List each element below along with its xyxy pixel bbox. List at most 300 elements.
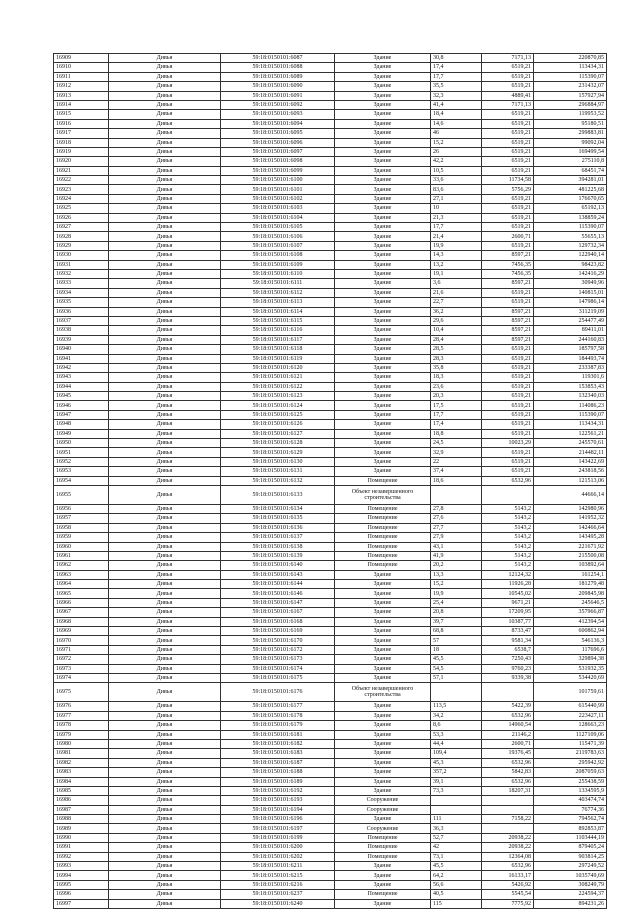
row-number-cell: 16964 — [54, 580, 109, 589]
unit-value-cell: 5545,54 — [482, 890, 534, 899]
cadastral-value-cell: 233387,83 — [534, 363, 607, 372]
cadastral-number-cell: 59:18:0150101:6121 — [221, 373, 335, 382]
object-type-cell: Здание — [335, 429, 431, 438]
area-cell: 57 — [431, 636, 482, 645]
unit-value-cell: 9581,34 — [482, 636, 534, 645]
table-row — [54, 119, 607, 128]
locality-cell: Дивья — [109, 373, 221, 382]
table-row — [54, 871, 607, 880]
area-cell — [431, 805, 482, 814]
locality-cell: Дивья — [109, 194, 221, 203]
object-type-cell: Здание — [335, 345, 431, 354]
unit-value-cell: 6519,21 — [482, 448, 534, 457]
row-number-cell: 16952 — [54, 457, 109, 466]
unit-value-cell: 5143,2 — [482, 533, 534, 542]
area-cell: 54,5 — [431, 664, 482, 673]
area-cell: 3,6 — [431, 279, 482, 288]
area-cell: 43,1 — [431, 542, 482, 551]
table-row — [54, 504, 607, 513]
cadastral-value-cell: 119953,52 — [534, 110, 607, 119]
table-row — [54, 711, 607, 720]
unit-value-cell: 6519,21 — [482, 138, 534, 147]
cadastral-number-cell: 59:18:0150101:6131 — [221, 467, 335, 476]
cadastral-number-cell: 59:18:0150101:6093 — [221, 110, 335, 119]
row-number-cell: 16981 — [54, 749, 109, 758]
cadastral-value-cell: 215500,08 — [534, 551, 607, 560]
locality-cell: Дивья — [109, 241, 221, 250]
cadastral-value-cell: 98423,82 — [534, 260, 607, 269]
cadastral-number-cell: 59:18:0150101:6125 — [221, 410, 335, 419]
locality-cell: Дивья — [109, 457, 221, 466]
row-number-cell: 16965 — [54, 589, 109, 598]
object-type-cell: Здание — [335, 598, 431, 607]
object-type-cell: Здание — [335, 232, 431, 241]
cadastral-value-cell: 403474,74 — [534, 796, 607, 805]
locality-cell: Дивья — [109, 138, 221, 147]
table-row — [54, 251, 607, 260]
area-cell: 18,3 — [431, 373, 482, 382]
object-type-cell: Здание — [335, 815, 431, 824]
area-cell: 26 — [431, 147, 482, 156]
row-number-cell: 16976 — [54, 702, 109, 711]
row-number-cell: 16916 — [54, 119, 109, 128]
locality-cell: Дивья — [109, 749, 221, 758]
cadastral-value-cell: 140815,01 — [534, 288, 607, 297]
cadastral-number-cell: 59:18:0150101:6172 — [221, 645, 335, 654]
object-type-cell: Здание — [335, 871, 431, 880]
locality-cell: Дивья — [109, 608, 221, 617]
unit-value-cell: 6519,21 — [482, 373, 534, 382]
cadastral-number-cell: 59:18:0150101:6092 — [221, 100, 335, 109]
object-type-cell: Помещение — [335, 852, 431, 861]
object-type-cell: Здание — [335, 373, 431, 382]
cadastral-number-cell: 59:18:0150101:6108 — [221, 251, 335, 260]
area-cell: 53,3 — [431, 730, 482, 739]
cadastral-value-cell: 129732,34 — [534, 241, 607, 250]
locality-cell: Дивья — [109, 485, 221, 504]
cadastral-value-cell: 143422,69 — [534, 457, 607, 466]
table-row — [54, 880, 607, 889]
cadastral-value-cell: 95180,51 — [534, 119, 607, 128]
locality-cell: Дивья — [109, 251, 221, 260]
object-type-cell: Здание — [335, 166, 431, 175]
unit-value-cell: 7456,35 — [482, 260, 534, 269]
unit-value-cell: 4889,41 — [482, 91, 534, 100]
object-type-cell: Здание — [335, 655, 431, 664]
unit-value-cell: 5143,2 — [482, 542, 534, 551]
area-cell: 19,9 — [431, 589, 482, 598]
locality-cell: Дивья — [109, 504, 221, 513]
locality-cell: Дивья — [109, 824, 221, 833]
cadastral-number-cell: 59:18:0150101:6114 — [221, 307, 335, 316]
locality-cell: Дивья — [109, 157, 221, 166]
area-cell: 28,4 — [431, 335, 482, 344]
area-cell: 10 — [431, 204, 482, 213]
cadastral-number-cell: 59:18:0150101:6122 — [221, 382, 335, 391]
object-type-cell: Помещение — [335, 542, 431, 551]
object-type-cell: Здание — [335, 617, 431, 626]
area-cell: 18,8 — [431, 429, 482, 438]
row-number-cell: 16990 — [54, 833, 109, 842]
cadastral-number-cell: 59:18:0150101:6112 — [221, 288, 335, 297]
cadastral-number-cell: 59:18:0150101:6094 — [221, 119, 335, 128]
area-cell: 20,2 — [431, 561, 482, 570]
table-row — [54, 166, 607, 175]
locality-cell: Дивья — [109, 862, 221, 871]
locality-cell: Дивья — [109, 758, 221, 767]
locality-cell: Дивья — [109, 871, 221, 880]
cadastral-value-cell: 531932,35 — [534, 664, 607, 673]
unit-value-cell: 8597,21 — [482, 335, 534, 344]
area-cell: 22,7 — [431, 298, 482, 307]
unit-value-cell: 11926,28 — [482, 580, 534, 589]
row-number-cell: 16963 — [54, 570, 109, 579]
cadastral-number-cell: 59:18:0150101:6182 — [221, 739, 335, 748]
row-number-cell: 16971 — [54, 645, 109, 654]
cadastral-number-cell: 59:18:0150101:6089 — [221, 72, 335, 81]
object-type-cell: Объект незавершенного строительства — [335, 485, 431, 504]
cadastral-value-cell: 297249,52 — [534, 862, 607, 871]
unit-value-cell: 12124,32 — [482, 570, 534, 579]
cadastral-number-cell: 59:18:0150101:6134 — [221, 504, 335, 513]
cadastral-value-cell: 308249,79 — [534, 880, 607, 889]
locality-cell: Дивья — [109, 514, 221, 523]
cadastral-number-cell: 59:18:0150101:6097 — [221, 147, 335, 156]
object-type-cell: Здание — [335, 298, 431, 307]
locality-cell: Дивья — [109, 476, 221, 485]
cadastral-number-cell: 59:18:0150101:6103 — [221, 204, 335, 213]
object-type-cell: Здание — [335, 382, 431, 391]
cadastral-number-cell: 59:18:0150101:6113 — [221, 298, 335, 307]
area-cell: 28,3 — [431, 354, 482, 363]
cadastral-number-cell: 59:18:0150101:6177 — [221, 702, 335, 711]
cadastral-value-cell: 412394,54 — [534, 617, 607, 626]
area-cell: 32,3 — [431, 91, 482, 100]
row-number-cell: 16932 — [54, 269, 109, 278]
cadastral-number-cell: 59:18:0150101:6130 — [221, 457, 335, 466]
object-type-cell: Здание — [335, 457, 431, 466]
table-row — [54, 664, 607, 673]
object-type-cell: Здание — [335, 335, 431, 344]
locality-cell: Дивья — [109, 843, 221, 852]
table-row — [54, 420, 607, 429]
unit-value-cell: 8597,21 — [482, 251, 534, 260]
cadastral-number-cell: 59:18:0150101:6106 — [221, 232, 335, 241]
table-body — [54, 54, 607, 909]
row-number-cell: 16941 — [54, 354, 109, 363]
cadastral-value-cell: 157927,94 — [534, 91, 607, 100]
cadastral-value-cell: 245646,5 — [534, 598, 607, 607]
row-number-cell: 16935 — [54, 298, 109, 307]
unit-value-cell: 8597,21 — [482, 326, 534, 335]
cadastral-value-cell: 231432,07 — [534, 82, 607, 91]
table-row — [54, 608, 607, 617]
object-type-cell: Здание — [335, 899, 431, 908]
table-row — [54, 514, 607, 523]
object-type-cell: Здание — [335, 645, 431, 654]
area-cell: 73,3 — [431, 786, 482, 795]
area-cell: 42,2 — [431, 157, 482, 166]
row-number-cell: 16995 — [54, 880, 109, 889]
locality-cell: Дивья — [109, 298, 221, 307]
object-type-cell: Здание — [335, 768, 431, 777]
unit-value-cell: 9339,38 — [482, 674, 534, 683]
area-cell: 18 — [431, 645, 482, 654]
object-type-cell: Здание — [335, 100, 431, 109]
area-cell: 64,2 — [431, 871, 482, 880]
area-cell: 39,1 — [431, 777, 482, 786]
cadastral-value-cell: 121513,06 — [534, 476, 607, 485]
table-row — [54, 655, 607, 664]
table-row — [54, 627, 607, 636]
cadastral-value-cell: 794562,74 — [534, 815, 607, 824]
object-type-cell: Здание — [335, 730, 431, 739]
locality-cell: Дивья — [109, 533, 221, 542]
unit-value-cell: 6519,21 — [482, 410, 534, 419]
table-row — [54, 204, 607, 213]
cadastral-number-cell: 59:18:0150101:6196 — [221, 815, 335, 824]
locality-cell: Дивья — [109, 645, 221, 654]
object-type-cell: Здание — [335, 72, 431, 81]
cadastral-value-cell: 254477,49 — [534, 316, 607, 325]
unit-value-cell: 6519,21 — [482, 429, 534, 438]
area-cell: 46 — [431, 129, 482, 138]
cadastral-value-cell: 184493,74 — [534, 354, 607, 363]
table-row — [54, 316, 607, 325]
object-type-cell: Помещение — [335, 551, 431, 560]
area-cell: 52,7 — [431, 833, 482, 842]
unit-value-cell: 6519,21 — [482, 298, 534, 307]
cadastral-value-cell: 1035749,69 — [534, 871, 607, 880]
area-cell: 115 — [431, 899, 482, 908]
cadastral-number-cell: 59:18:0150101:6140 — [221, 561, 335, 570]
cadastral-value-cell: 128663,23 — [534, 721, 607, 730]
cadastral-value-cell: 153853,43 — [534, 382, 607, 391]
object-type-cell: Здание — [335, 147, 431, 156]
object-type-cell: Здание — [335, 63, 431, 72]
cadastral-number-cell: 59:18:0150101:6107 — [221, 241, 335, 250]
cadastral-number-cell: 59:18:0150101:6100 — [221, 176, 335, 185]
area-cell: 35,8 — [431, 363, 482, 372]
row-number-cell: 16926 — [54, 213, 109, 222]
cadastral-value-cell: 220870,85 — [534, 54, 607, 63]
locality-cell: Дивья — [109, 880, 221, 889]
unit-value-cell: 5143,2 — [482, 551, 534, 560]
object-type-cell: Здание — [335, 223, 431, 232]
area-cell: 36,2 — [431, 307, 482, 316]
area-cell: 30,8 — [431, 54, 482, 63]
area-cell: 14,3 — [431, 251, 482, 260]
object-type-cell: Помещение — [335, 514, 431, 523]
area-cell: 8,6 — [431, 721, 482, 730]
cadastral-number-cell: 59:18:0150101:6183 — [221, 749, 335, 758]
cadastral-number-cell: 59:18:0150101:6216 — [221, 880, 335, 889]
area-cell: 56,6 — [431, 880, 482, 889]
object-type-cell: Здание — [335, 580, 431, 589]
table-row — [54, 185, 607, 194]
cadastral-number-cell: 59:18:0150101:6199 — [221, 833, 335, 842]
unit-value-cell: 6532,96 — [482, 711, 534, 720]
unit-value-cell: 5422,39 — [482, 702, 534, 711]
locality-cell: Дивья — [109, 326, 221, 335]
row-number-cell: 16925 — [54, 204, 109, 213]
unit-value-cell: 10387,77 — [482, 617, 534, 626]
row-number-cell: 16957 — [54, 514, 109, 523]
table-row — [54, 580, 607, 589]
object-type-cell: Помещение — [335, 561, 431, 570]
object-type-cell: Здание — [335, 91, 431, 100]
unit-value-cell: 8733,47 — [482, 627, 534, 636]
cadastral-value-cell: 224594,37 — [534, 890, 607, 899]
locality-cell: Дивья — [109, 129, 221, 138]
table-row — [54, 72, 607, 81]
cadastral-number-cell: 59:18:0150101:6090 — [221, 82, 335, 91]
locality-cell: Дивья — [109, 739, 221, 748]
locality-cell: Дивья — [109, 721, 221, 730]
unit-value-cell: 6519,21 — [482, 129, 534, 138]
unit-value-cell: 6519,21 — [482, 457, 534, 466]
table-row — [54, 63, 607, 72]
row-number-cell: 16946 — [54, 401, 109, 410]
cadastral-number-cell: 59:18:0150101:6168 — [221, 617, 335, 626]
unit-value-cell: 7171,13 — [482, 54, 534, 63]
object-type-cell: Здание — [335, 316, 431, 325]
row-number-cell: 16951 — [54, 448, 109, 457]
row-number-cell: 16931 — [54, 260, 109, 269]
locality-cell: Дивья — [109, 674, 221, 683]
cadastral-number-cell: 59:18:0150101:6099 — [221, 166, 335, 175]
cadastral-value-cell: 44666,14 — [534, 485, 607, 504]
table-row — [54, 401, 607, 410]
locality-cell: Дивья — [109, 82, 221, 91]
unit-value-cell: 6519,21 — [482, 401, 534, 410]
object-type-cell: Здание — [335, 129, 431, 138]
table-row — [54, 523, 607, 532]
table-row — [54, 354, 607, 363]
area-cell: 27,8 — [431, 504, 482, 513]
locality-cell: Дивья — [109, 100, 221, 109]
area-cell: 27,1 — [431, 194, 482, 203]
table-row — [54, 269, 607, 278]
area-cell: 21,3 — [431, 213, 482, 222]
cadastral-value-cell: 894231,26 — [534, 899, 607, 908]
cadastral-number-cell: 59:18:0150101:6101 — [221, 185, 335, 194]
area-cell: 15,2 — [431, 580, 482, 589]
row-number-cell: 16977 — [54, 711, 109, 720]
table-row — [54, 674, 607, 683]
row-number-cell: 16978 — [54, 721, 109, 730]
area-cell: 13,2 — [431, 260, 482, 269]
cadastral-number-cell: 59:18:0150101:6178 — [221, 711, 335, 720]
unit-value-cell — [482, 796, 534, 805]
unit-value-cell: 5143,2 — [482, 561, 534, 570]
locality-cell: Дивья — [109, 213, 221, 222]
cadastral-value-cell: 132340,03 — [534, 392, 607, 401]
locality-cell: Дивья — [109, 279, 221, 288]
area-cell: 20,3 — [431, 392, 482, 401]
locality-cell: Дивья — [109, 598, 221, 607]
unit-value-cell: 19376,45 — [482, 749, 534, 758]
cadastral-number-cell: 59:18:0150101:6144 — [221, 580, 335, 589]
row-number-cell: 16983 — [54, 768, 109, 777]
unit-value-cell — [482, 683, 534, 702]
cadastral-number-cell: 59:18:0150101:6133 — [221, 485, 335, 504]
unit-value-cell — [482, 485, 534, 504]
cadastral-number-cell: 59:18:0150101:6117 — [221, 335, 335, 344]
locality-cell: Дивья — [109, 561, 221, 570]
object-type-cell: Здание — [335, 307, 431, 316]
locality-cell: Дивья — [109, 439, 221, 448]
table-row — [54, 363, 607, 372]
cadastral-value-cell: 143495,28 — [534, 533, 607, 542]
locality-cell: Дивья — [109, 636, 221, 645]
area-cell — [431, 485, 482, 504]
unit-value-cell: 6532,96 — [482, 476, 534, 485]
table-row — [54, 82, 607, 91]
cadastral-number-cell: 59:18:0150101:6179 — [221, 721, 335, 730]
locality-cell: Дивья — [109, 786, 221, 795]
area-cell: 27,7 — [431, 523, 482, 532]
locality-cell: Дивья — [109, 627, 221, 636]
cadastral-number-cell: 59:18:0150101:6175 — [221, 674, 335, 683]
area-cell: 45,3 — [431, 758, 482, 767]
cadastral-value-cell: 142980,96 — [534, 504, 607, 513]
cadastral-value-cell: 2087059,63 — [534, 768, 607, 777]
table-row — [54, 485, 607, 504]
object-type-cell: Здание — [335, 467, 431, 476]
locality-cell: Дивья — [109, 345, 221, 354]
row-number-cell: 16954 — [54, 476, 109, 485]
table-row — [54, 843, 607, 852]
cadastral-value-cell: 119301,6 — [534, 373, 607, 382]
locality-cell: Дивья — [109, 335, 221, 344]
unit-value-cell: 6519,21 — [482, 63, 534, 72]
area-cell: 27,9 — [431, 533, 482, 542]
area-cell: 27,6 — [431, 514, 482, 523]
cadastral-value-cell: 101759,61 — [534, 683, 607, 702]
cadastral-number-cell: 59:18:0150101:6189 — [221, 777, 335, 786]
unit-value-cell: 6519,21 — [482, 82, 534, 91]
unit-value-cell: 10023,29 — [482, 439, 534, 448]
cadastral-value-cell: 892853,87 — [534, 824, 607, 833]
cadastral-value-cell: 1127109,06 — [534, 730, 607, 739]
area-cell: 18,4 — [431, 110, 482, 119]
row-number-cell: 16989 — [54, 824, 109, 833]
object-type-cell: Здание — [335, 636, 431, 645]
object-type-cell: Здание — [335, 110, 431, 119]
cadastral-value-cell: 296884,97 — [534, 100, 607, 109]
area-cell: 24,5 — [431, 439, 482, 448]
row-number-cell: 16939 — [54, 335, 109, 344]
unit-value-cell — [482, 805, 534, 814]
locality-cell: Дивья — [109, 176, 221, 185]
table-row — [54, 298, 607, 307]
cadastral-value-cell: 115390,07 — [534, 410, 607, 419]
locality-cell: Дивья — [109, 223, 221, 232]
unit-value-cell: 6519,21 — [482, 223, 534, 232]
locality-cell: Дивья — [109, 54, 221, 63]
cadastral-number-cell: 59:18:0150101:6115 — [221, 316, 335, 325]
locality-cell: Дивья — [109, 551, 221, 560]
unit-value-cell: 14960,54 — [482, 721, 534, 730]
area-cell: 35,5 — [431, 82, 482, 91]
cadastral-number-cell: 59:18:0150101:6192 — [221, 786, 335, 795]
object-type-cell: Здание — [335, 260, 431, 269]
table-row — [54, 721, 607, 730]
cadastral-value-cell: 299883,81 — [534, 129, 607, 138]
area-cell: 40,5 — [431, 890, 482, 899]
row-number-cell: 16962 — [54, 561, 109, 570]
